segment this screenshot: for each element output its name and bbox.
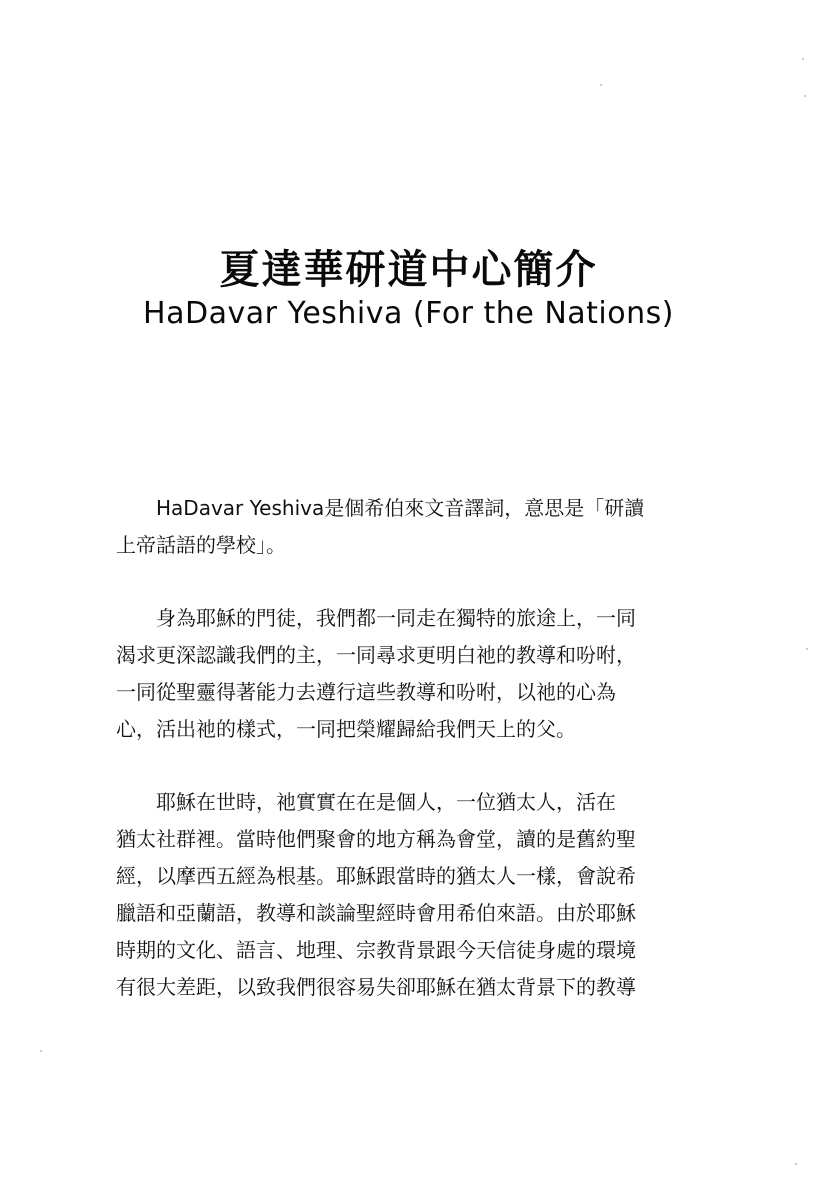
paragraph-3-line-2: 猶太社群裡。當時他們聚會的地方稱為會堂，讀的是舊約聖 (116, 827, 636, 851)
paragraph-1-line-1: HaDavar Yeshiva是個希伯來文音譯詞，意思是「研讀 (156, 496, 645, 520)
paragraph-3-line-6: 有很大差距，以致我們很容易失卻耶穌在猶太背景下的教導 (116, 975, 636, 999)
scan-speck (804, 95, 806, 97)
scan-speck (40, 1050, 42, 1052)
paragraph-3 (116, 784, 694, 1006)
paragraph-2 (116, 600, 694, 748)
page-title-chinese: 夏達華研道中心簡介 (219, 246, 598, 293)
scan-speck (802, 58, 804, 60)
paragraph-2-line-1: 身為耶穌的門徒，我們都一同走在獨特的旅途上，一同 (156, 606, 636, 630)
paragraph-1 (116, 490, 694, 564)
paragraph-3-line-1: 耶穌在世時，祂實實在在是個人，一位猶太人，活在 (156, 790, 616, 814)
paragraph-2-line-2: 渴求更深認識我們的主，一同尋求更明白祂的教導和吩咐， (116, 643, 636, 667)
paragraph-2-line-4: 心，活出祂的樣式，一同把榮耀歸給我們天上的父。 (116, 717, 576, 741)
paragraph-1-line-2: 上帝話語的學校」。 (116, 533, 286, 557)
paragraph-3-line-3: 經，以摩西五經為根基。耶穌跟當時的猶太人一樣，會說希 (116, 864, 636, 888)
paragraph-3-line-4: 臘語和亞蘭語，教導和談論聖經時會用希伯來語。由於耶穌 (116, 901, 636, 925)
scan-speck (795, 1163, 797, 1165)
page-title-english: HaDavar Yeshiva (For the Nations) (143, 296, 674, 331)
body-text (116, 490, 694, 1006)
paragraph-2-line-3: 一同從聖靈得著能力去遵行這些教導和吩咐，以祂的心為 (116, 680, 616, 704)
scan-speck (600, 84, 602, 86)
paragraph-3-line-5: 時期的文化、語言、地理、宗教背景跟今天信徒身處的環境 (116, 938, 636, 962)
scan-speck (806, 648, 808, 650)
